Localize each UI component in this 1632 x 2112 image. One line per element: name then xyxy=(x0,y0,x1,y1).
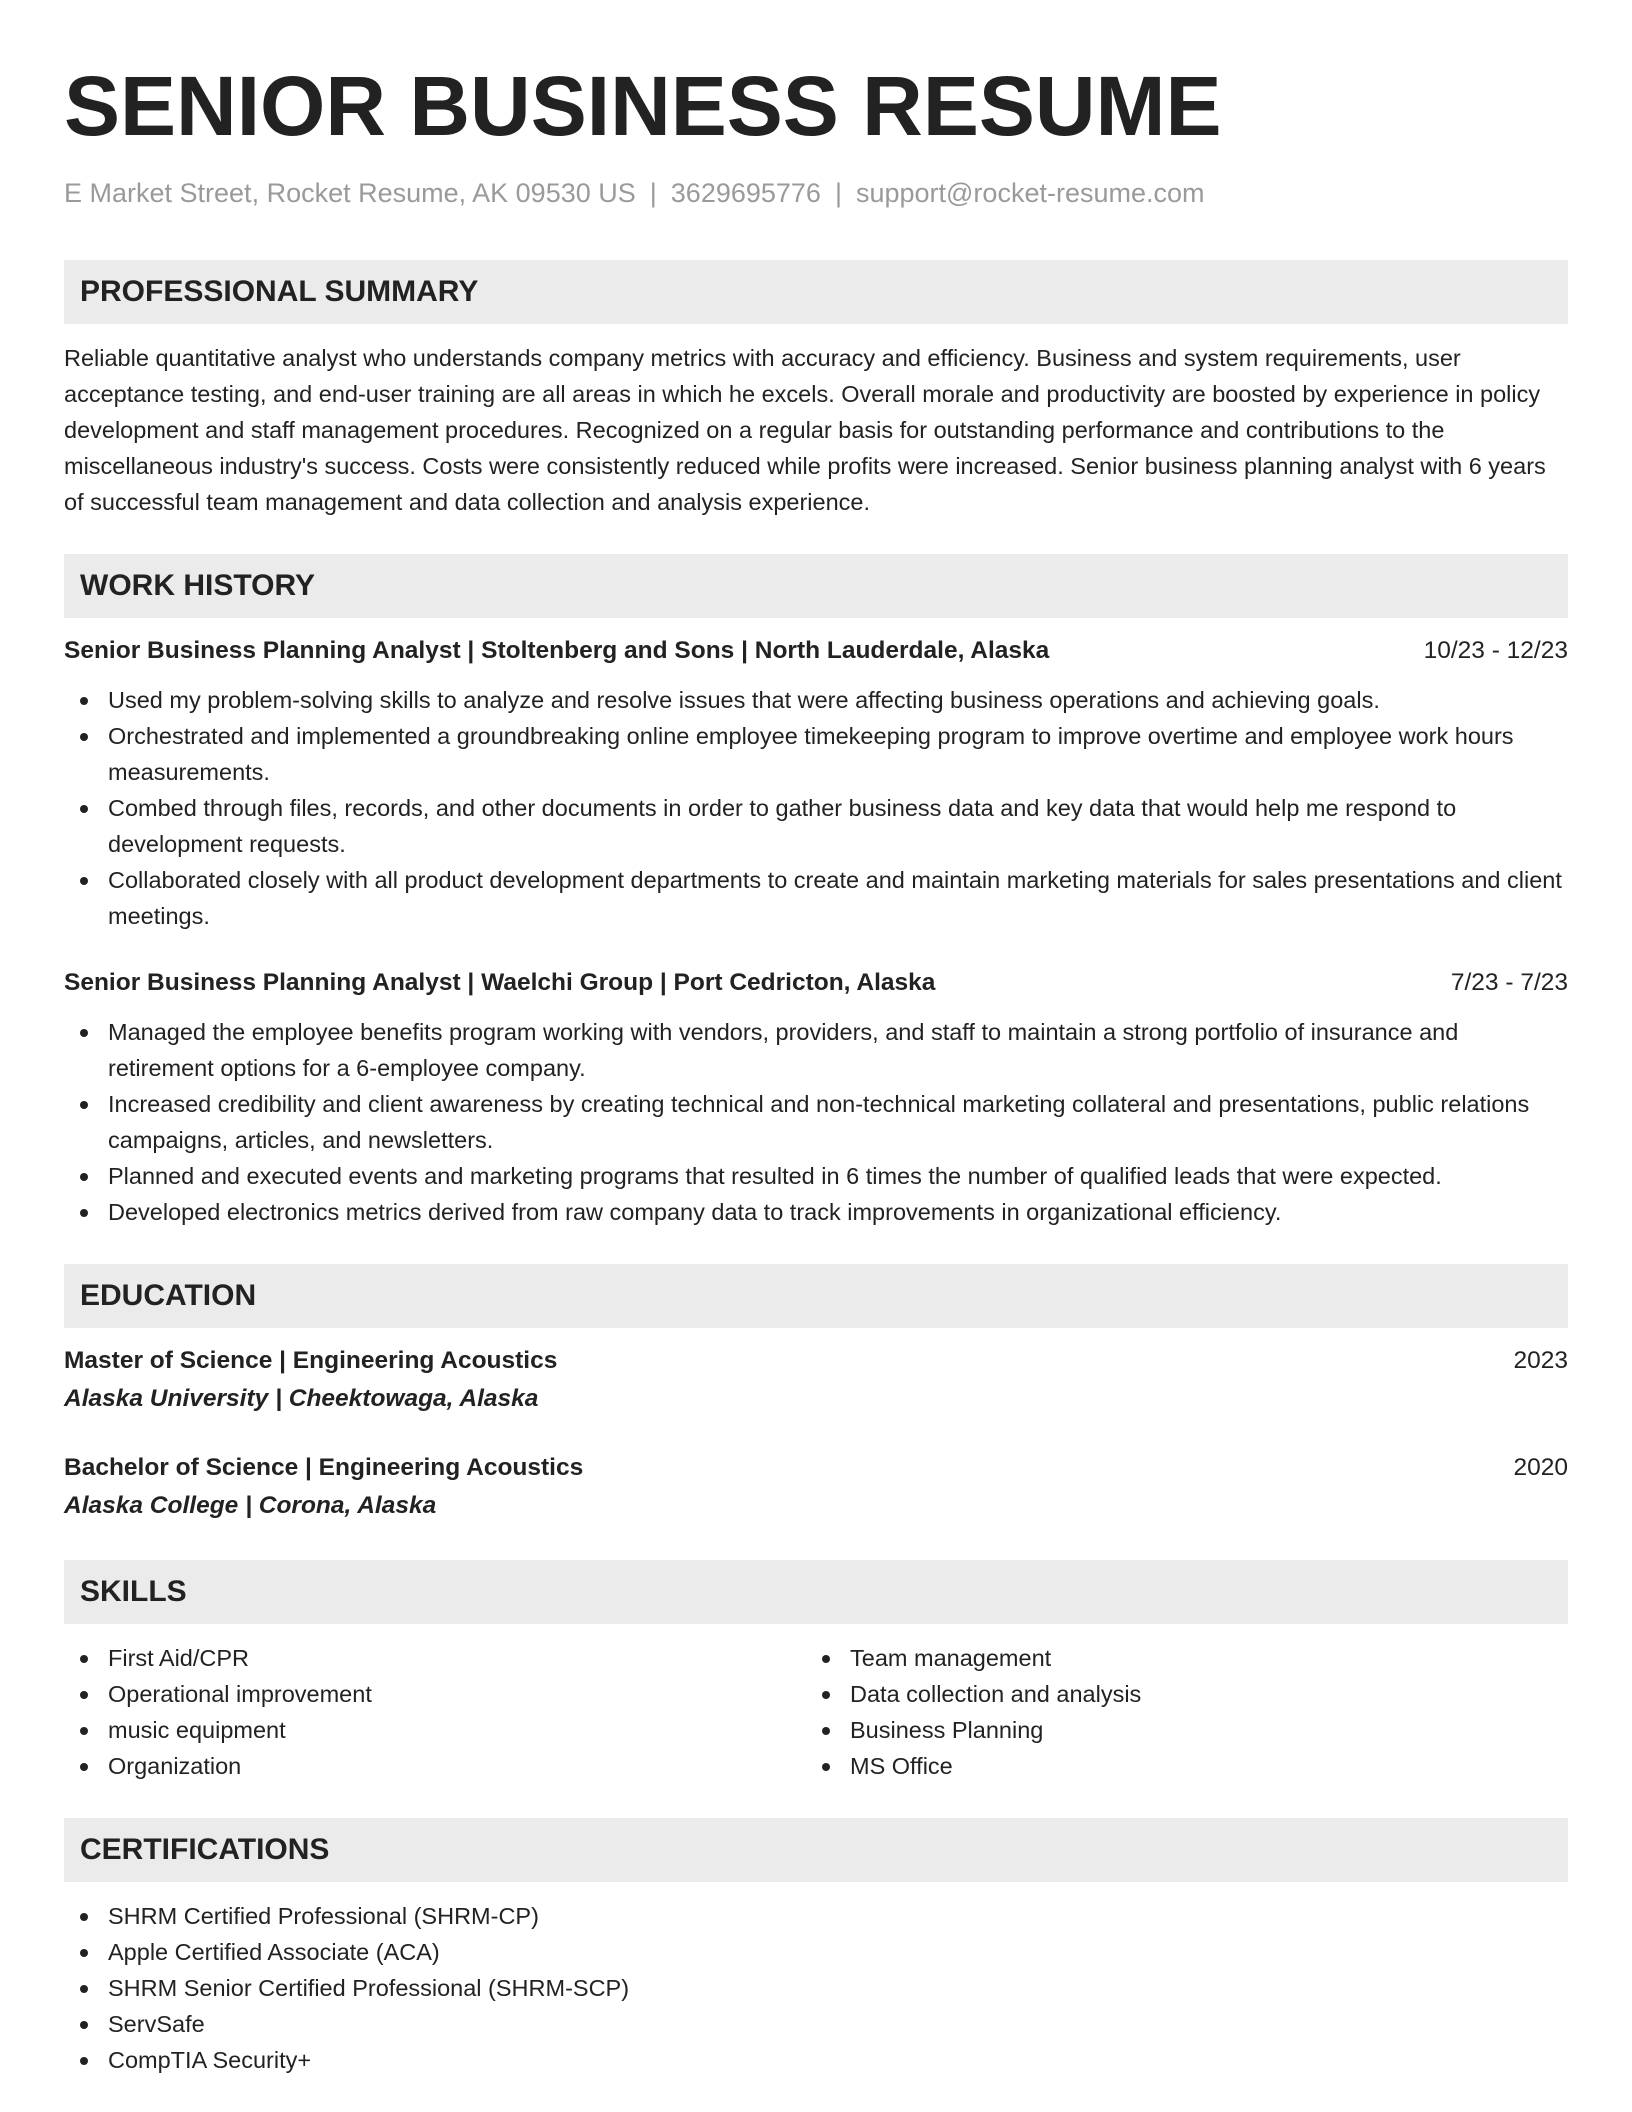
school: Alaska University | Cheektowaga, Alaska xyxy=(64,1385,539,1412)
education-section xyxy=(64,1264,1568,1524)
work-history-heading: WORK HISTORY xyxy=(64,554,1568,618)
education-year: 2023 xyxy=(1513,1347,1568,1374)
summary-section xyxy=(64,260,1568,520)
certification-item: SHRM Senior Certified Professional (SHRM-SCP) xyxy=(64,1970,1568,2006)
job-dates: 7/23 - 7/23 xyxy=(1450,969,1568,996)
skills-column-right xyxy=(806,1640,1548,1784)
job-entry xyxy=(64,634,1568,934)
education-header xyxy=(64,1451,1568,1485)
certification-item: Apple Certified Associate (ACA) xyxy=(64,1934,1568,1970)
job-header xyxy=(64,966,1568,1000)
job-bullets xyxy=(64,1014,1568,1230)
skill-item: Operational improvement xyxy=(64,1676,806,1712)
skills-heading: SKILLS xyxy=(64,1560,1568,1624)
degree: Bachelor of Science | Engineering Acoustics xyxy=(64,1454,584,1481)
certifications-list xyxy=(64,1898,1568,2078)
skills-column-left xyxy=(64,1640,806,1784)
certifications-section xyxy=(64,1818,1568,2078)
skill-item: MS Office xyxy=(806,1748,1548,1784)
skill-item: First Aid/CPR xyxy=(64,1640,806,1676)
job-bullets xyxy=(64,682,1568,934)
job-bullet: Developed electronics metrics derived from raw company data to track improvements in organizational efficiency. xyxy=(64,1194,1568,1230)
contact-separator: | xyxy=(649,178,657,208)
job-header xyxy=(64,634,1568,668)
education-year: 2020 xyxy=(1513,1454,1568,1481)
summary-text: Reliable quantitative analyst who understands company metrics with accuracy and efficiency. Business and system requirements, user acceptance testing, and end-user training are all areas in which he excels. Overall morale and productivity are boosted by experience in policy development and staff management procedures. Recognized on a regular basis for outstanding performance and contributions to the miscellaneous industry's success. Costs were consistently reduced while profits were increased. Senior business planning analyst with 6 years of successful team management and data collection and analysis experience. xyxy=(64,345,1546,515)
job-bullet: Increased credibility and client awareness by creating technical and non-technical marketing collateral and presentations, public relations campaigns, articles, and newsletters. xyxy=(64,1086,1568,1158)
resume-title: SENIOR BUSINESS RESUME xyxy=(64,59,1222,153)
job-bullet: Orchestrated and implemented a groundbreaking online employee timekeeping program to improve overtime and employee work hours measurements. xyxy=(64,718,1568,790)
skill-item: music equipment xyxy=(64,1712,806,1748)
education-entry xyxy=(64,1451,1568,1524)
school: Alaska College | Corona, Alaska xyxy=(64,1492,437,1519)
degree: Master of Science | Engineering Acoustics xyxy=(64,1347,558,1374)
skill-item: Organization xyxy=(64,1748,806,1784)
skills-section xyxy=(64,1560,1568,1784)
job-bullet: Used my problem-solving skills to analyze and resolve issues that were affecting business operations and achieving goals. xyxy=(64,682,1568,718)
skill-item: Data collection and analysis xyxy=(806,1676,1548,1712)
job-entry xyxy=(64,966,1568,1230)
job-bullet: Managed the employee benefits program working with vendors, providers, and staff to maintain a strong portfolio of insurance and retirement options for a 6-employee company. xyxy=(64,1014,1568,1086)
education-heading: EDUCATION xyxy=(64,1264,1568,1328)
summary-heading: PROFESSIONAL SUMMARY xyxy=(64,260,1568,324)
job-bullet: Collaborated closely with all product development departments to create and maintain marketing materials for sales presentations and client meetings. xyxy=(64,862,1568,934)
job-title: Senior Business Planning Analyst | Stoltenberg and Sons | North Lauderdale, Alaska xyxy=(64,637,1050,664)
certification-item: SHRM Certified Professional (SHRM-CP) xyxy=(64,1898,1568,1934)
work-history-section xyxy=(64,554,1568,1230)
certification-item: CompTIA Security+ xyxy=(64,2042,1568,2078)
skill-item: Business Planning xyxy=(806,1712,1548,1748)
job-bullet: Planned and executed events and marketing programs that resulted in 6 times the number of qualified leads that were expected. xyxy=(64,1158,1568,1194)
contact-email: support@rocket-resume.com xyxy=(855,178,1205,208)
contact-line xyxy=(64,176,1568,210)
contact-phone: 3629695776 xyxy=(670,178,821,208)
resume-page xyxy=(64,58,1568,2078)
skill-item: Team management xyxy=(806,1640,1548,1676)
job-title: Senior Business Planning Analyst | Waelchi Group | Port Cedricton, Alaska xyxy=(64,969,936,996)
contact-address: E Market Street, Rocket Resume, AK 09530 US xyxy=(64,178,636,208)
certification-item: ServSafe xyxy=(64,2006,1568,2042)
education-entry xyxy=(64,1344,1568,1417)
job-dates: 10/23 - 12/23 xyxy=(1423,637,1568,664)
certifications-heading: CERTIFICATIONS xyxy=(64,1818,1568,1882)
skills-grid xyxy=(64,1640,1568,1784)
job-bullet: Combed through files, records, and other documents in order to gather business data and key data that would help me respond to development requests. xyxy=(64,790,1568,862)
contact-separator: | xyxy=(834,178,842,208)
education-header xyxy=(64,1344,1568,1378)
